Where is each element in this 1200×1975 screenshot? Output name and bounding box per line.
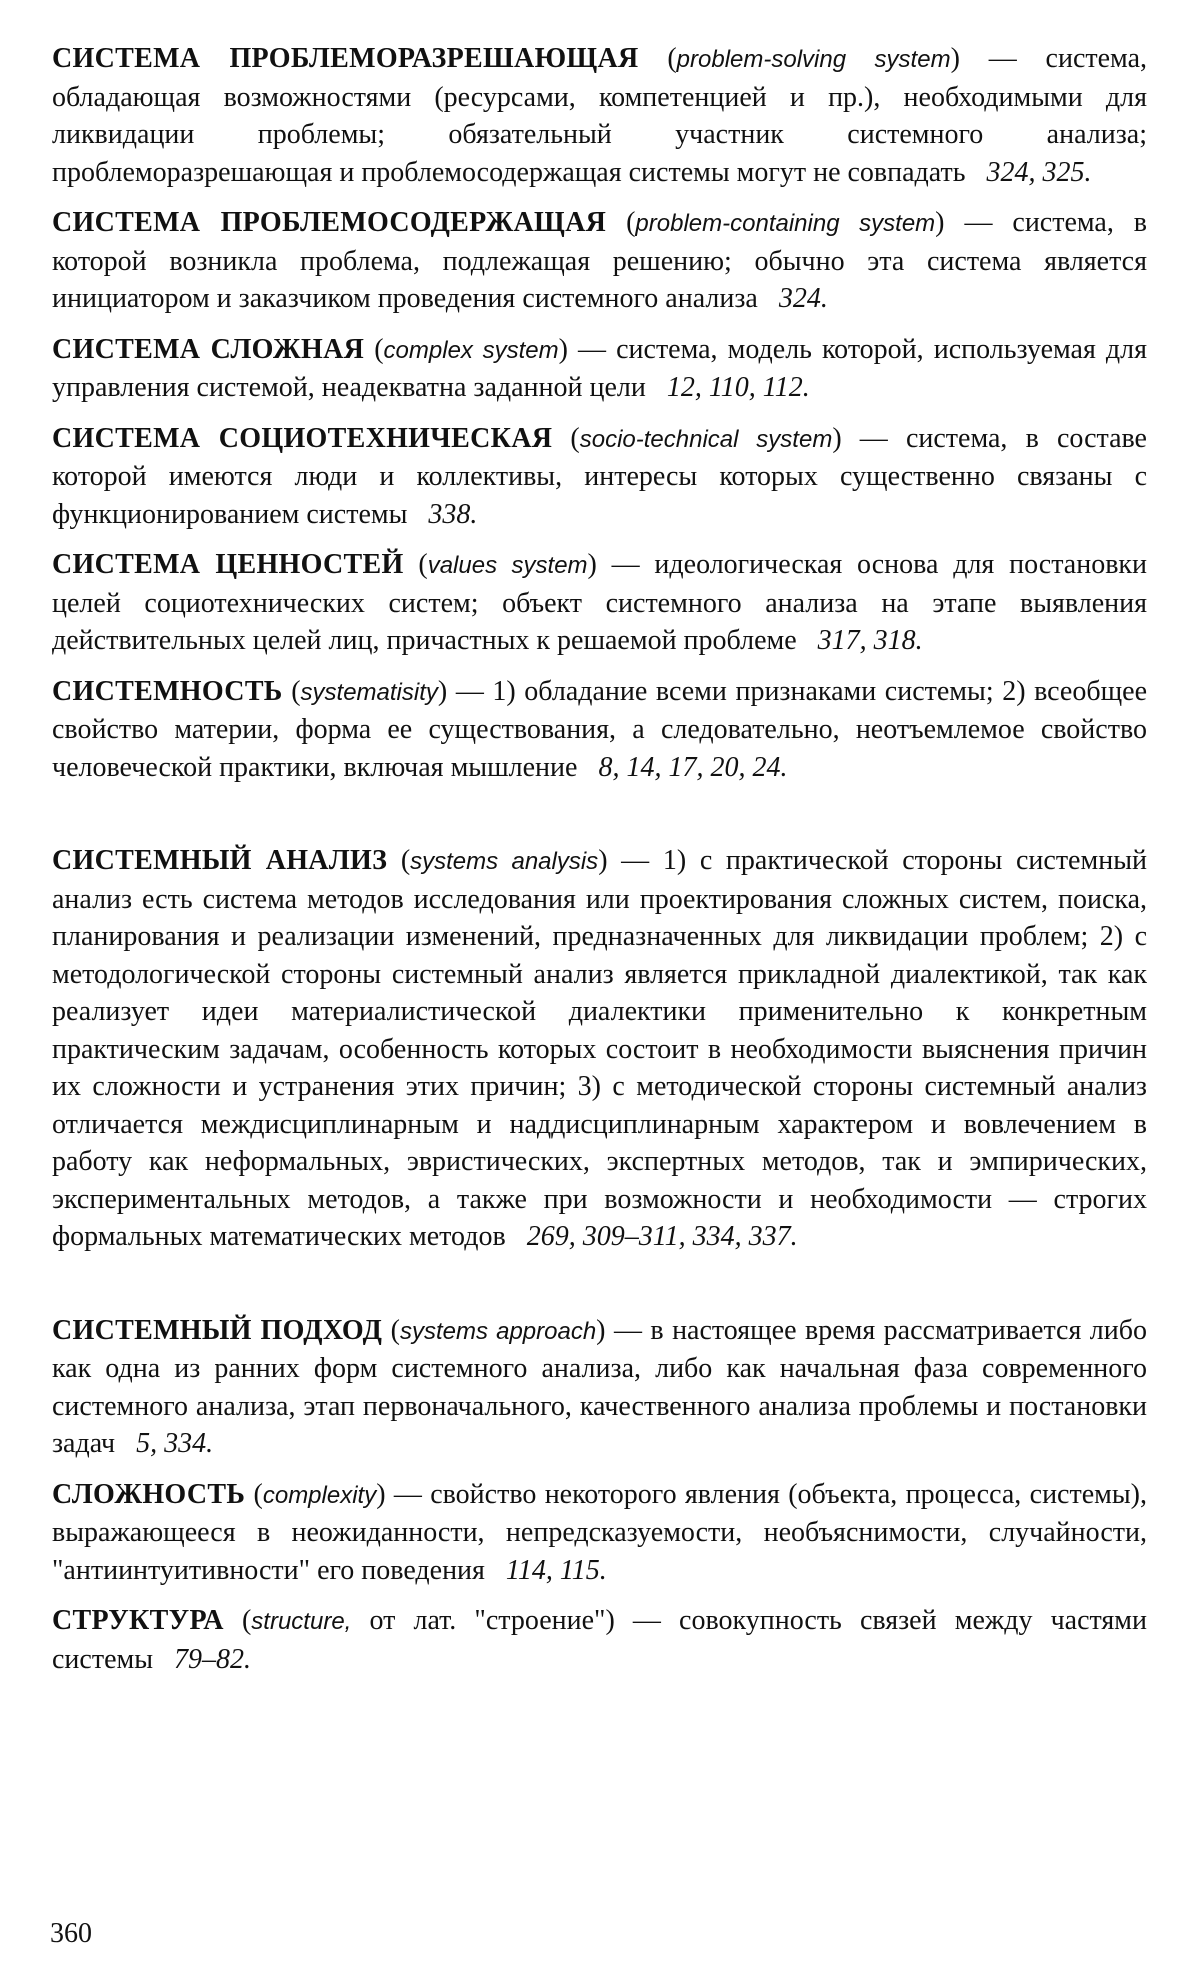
entry-english: systems approach	[399, 1317, 597, 1345]
entry-definition: — идеологическая основа для постановки целей социотехнических систем; объект системного анализа на этапе выявления действительных целей лиц, причастных к решаемой проблеме	[52, 549, 1147, 656]
entry-term: СИСТЕМА СЛОЖНАЯ	[52, 333, 365, 365]
entry-systems-analysis: СИСТЕМНЫЙ АНАЛИЗ (systems analysis) — 1) с практической стороны системный анализ есть система методов исследования или проектирования сложных систем, поиска, планирования и реализации изменений, предназначенных для ликвидации проблем; 2) с методологической стороны системный анализ является прикладной диалектикой, так как реализует идеи материалистической диалектики применительно к конкретным практическим задачам, особенность которых состоит в необходимости выяснения причин их сложности и устранения этих причин; 3) с методической стороны системный анализ отличается междисциплинарным и наддисциплинарным характером и вовлечением в работу как неформальных, эвристических, экспертных методов, так и эмпирических, экспериментальных методов, а также при возможности и необходимости — строгих формальных математических методов 269, 309–311, 334, 337.	[52, 845, 1147, 1252]
entry-definition: — 1) обладание всеми признаками системы; 2) всеобщее свойство материи, форма ее существования, а следовательно, неотъемлемое свойство человеческой практики, включая мышление	[52, 675, 1148, 783]
entry-systems-approach: СИСТЕМНЫЙ ПОДХОД (systems approach) — в настоящее время рассматривается либо как одна из ранних форм системного анализа, либо как начальная фаза современного системного анализа, этап первоначального, качественного анализа проблемы и постановки задач 5, 334.	[52, 1314, 1147, 1459]
entry-definition: — система, в составе которой имеются люди и коллективы, интересы которых существенно связаны с функционированием системы	[52, 422, 1147, 530]
dictionary-page	[52, 40, 1147, 1691]
entry-english: systems analysis	[410, 848, 599, 875]
entry-pages: 12, 110, 112.	[666, 372, 810, 403]
entry-english: socio-technical system	[579, 425, 833, 453]
entry-pages: 79–82.	[174, 1643, 252, 1675]
entry-term: СИСТЕМА ПРОБЛЕМОСОДЕРЖАЩАЯ	[52, 207, 607, 238]
entry-english-suffix: от лат. "строение"	[369, 1605, 606, 1636]
entry-definition: — система, модель которой, используемая для управления системой, неадекватна заданной цели	[52, 333, 1148, 403]
entry-definition: — 1) с практической стороны системный анализ есть система методов исследования или проектирования сложных систем, поиска, планирования и реализации изменений, предназначенных для ликвидации проблем; 2) с методологической стороны системный анализ является прикладной диалектикой, так как реализует идеи материалистической диалектики применительно к конкретным практическим задачам, особенность которых состоит в необходимости выяснения причин их сложности и устранения этих причин; 3) с методической стороны системный анализ отличается междисциплинарным и наддисциплинарным характером и вовлечением в работу как неформальных, эвристических, экспертных методов, так и эмпирических, экспериментальных методов, а также при возможности и необходимости — строгих формальных математических методов	[52, 845, 1147, 1252]
entry-systematisity: СИСТЕМНОСТЬ (systematisity) — 1) обладание всеми признаками системы; 2) всеобщее свойство материи, форма ее существования, а следовательно, неотъемлемое свойство человеческой практики, включая мышление 8, 14, 17, 20, 24.	[52, 675, 1148, 783]
entry-english: structure,	[251, 1608, 352, 1635]
entry-english: systematisity	[300, 678, 438, 706]
entry-definition: — в настоящее время рассматривается либо как одна из ранних форм системного анализа, либо как начальная фаза современного системного анализа, этап первоначального, качественного анализа проблемы и постановки задач	[52, 1314, 1147, 1459]
entry-term: СИСТЕМА ЦЕННОСТЕЙ	[52, 549, 404, 580]
entry-definition: система, обладающая возможностями (ресурсами, компетенцией и пр.), необходимыми для ликвидации проблемы; обязательный участник системного анализа; проблеморазрешающая и проблемосодержащая системы могут не совпадать	[52, 43, 1147, 188]
entry-problem-containing-system: СИСТЕМА ПРОБЛЕМОСОДЕРЖАЩАЯ (problem-containing system) — система, в которой возникла проблема, подлежащая решению; обычно эта система является инициатором и заказчиком проведения системного анализа 324.	[52, 207, 1148, 314]
page-number: 360	[50, 1918, 92, 1949]
entry-pages: 338.	[428, 498, 478, 530]
entry-structure: СТРУКТУРА (structure, от лат. "строение") — совокупность связей между частями системы 79–82.	[52, 1605, 1147, 1675]
entry-english: complex system	[383, 336, 559, 364]
entry-pages: 324, 325.	[986, 156, 1092, 188]
entry-english: problem-solving system	[676, 46, 951, 73]
entry-term: СИСТЕМНЫЙ ПОДХОД	[52, 1314, 383, 1346]
entry-term: СИСТЕМА СОЦИОТЕХНИЧЕСКАЯ	[52, 422, 553, 454]
entry-term: СТРУКТУРА	[52, 1605, 224, 1636]
entry-english: problem-containing system	[635, 210, 936, 237]
entry-term: СЛОЖНОСТЬ	[52, 1478, 246, 1510]
entry-socio-technical-system: СИСТЕМА СОЦИОТЕХНИЧЕСКАЯ (socio-technical system) — система, в составе которой имеются люди и коллективы, интересы которых существенно связаны с функционированием системы 338.	[52, 422, 1147, 530]
entry-pages: 8, 14, 17, 20, 24.	[598, 751, 788, 783]
entry-values-system: СИСТЕМА ЦЕННОСТЕЙ (values system) — идеологическая основа для постановки целей социотехнических систем; объект системного анализа на этапе выявления действительных целей лиц, причастных к решаемой проблеме 317, 318.	[52, 549, 1147, 656]
entry-english: complexity	[262, 1481, 377, 1509]
entry-pages: 317, 318.	[817, 625, 923, 656]
entry-definition: система, в которой возникла проблема, подлежащая решению; обычно эта система является инициатором и заказчиком проведения системного анализа	[52, 207, 1148, 314]
entry-definition: — свойство некоторого явления (объекта, процесса, системы), выражающееся в неожиданности, непредсказуемости, необъяснимости, случайности, "антиинтуитивности" его поведения	[52, 1478, 1148, 1586]
entry-term: СИСТЕМА ПРОБЛЕМОРАЗРЕШАЮЩАЯ	[52, 43, 639, 74]
entry-english: values system	[427, 552, 588, 579]
entry-pages: 5, 334.	[136, 1428, 214, 1459]
entry-problem-solving-system: СИСТЕМА ПРОБЛЕМОРАЗРЕШАЮЩАЯ (problem-solving system) — система, обладающая возможностями (ресурсами, компетенцией и пр.), необходимыми для ликвидации проблемы; обязательный участник системного анализа; проблеморазрешающая и проблемосодержащая системы могут не совпадать 324, 325.	[52, 43, 1147, 188]
entry-term: СИСТЕМНОСТЬ	[52, 675, 283, 707]
entry-complexity: СЛОЖНОСТЬ (complexity) — свойство некоторого явления (объекта, процесса, системы), выражающееся в неожиданности, непредсказуемости, необъяснимости, случайности, "антиинтуитивности" его поведения 114, 115.	[52, 1478, 1148, 1586]
entry-complex-system: СИСТЕМА СЛОЖНАЯ (complex system) — система, модель которой, используемая для управления системой, неадекватна заданной цели 12, 110, 112.	[52, 333, 1148, 403]
entry-pages: 324.	[778, 283, 828, 314]
entry-definition: — совокупность связей между частями системы	[52, 1605, 1147, 1675]
entry-pages: 114, 115.	[505, 1554, 607, 1586]
entry-term: СИСТЕМНЫЙ АНАЛИЗ	[52, 845, 388, 876]
entry-pages: 269, 309–311, 334, 337.	[526, 1221, 798, 1252]
